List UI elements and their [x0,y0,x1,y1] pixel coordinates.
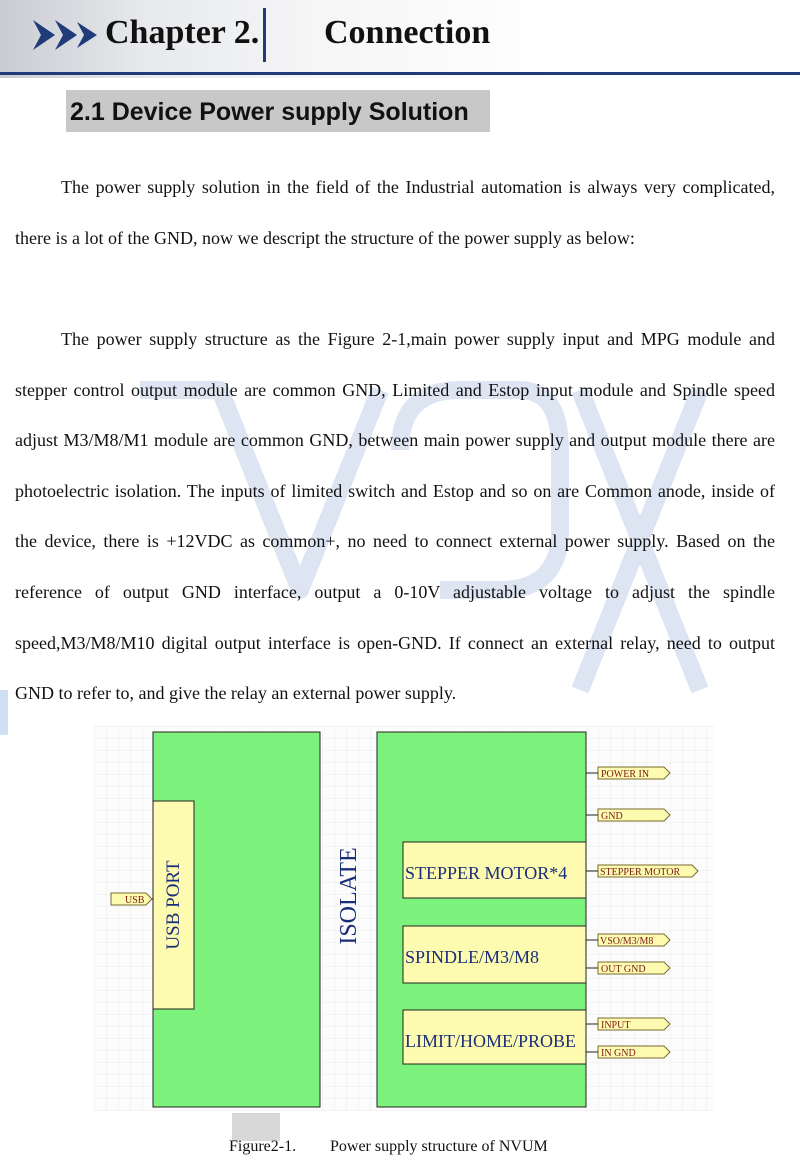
limit-module-label: LIMIT/HOME/PROBE [405,1031,576,1051]
section-heading [66,90,490,132]
header-rule [0,72,800,75]
chapter-title: Connection [324,14,491,51]
caption-marker [232,1113,280,1141]
stepper-motor-label: STEPPER MOTOR [600,867,681,878]
usb-input-label: USB [125,895,145,906]
paragraph-structure: The power supply structure as the Figure 2-1,main power supply input and MPG module and stepper control output module are common GND, Limited and Estop input module and Spindle speed adjust M3/M8/M1 module are common GND, between main power supply and output module there are photoelectric isolation. The inputs of limited switch and Estop and so on are Common anode, inside of the device, there is +12VDC as common+, no need to connect external power supply. Based on the reference of output GND interface, output a 0-10V adjustable voltage to adjust the spindle speed,M3/M8/M10 digital output interface is open-GND. If connect an external relay, need to output GND to refer to, and give the relay an external power supply. [15,329,775,704]
vso-label: VSO/M3/M8 [600,936,654,947]
usb-port-label: USB PORT [163,860,184,950]
chapter-number: Chapter 2. [105,14,260,51]
paragraph-intro: The power supply solution in the field of the Industrial automation is always very complicated, there is a lot of the GND, now we descript the structure of the power supply as below: [15,177,775,248]
in-gnd-label: IN GND [601,1048,636,1059]
stepper-module-label: STEPPER MOTOR*4 [405,863,568,883]
power-in-label: POWER IN [601,769,650,780]
margin-marker [0,690,8,735]
caption-number: Figure2-1. [229,1138,297,1155]
isolate-label: ISOLATE [336,847,362,945]
out-gnd-label: OUT GND [601,964,646,975]
power-supply-diagram [94,726,714,1111]
chapter-header [0,0,800,80]
header-divider [263,8,266,62]
chevron-arrows-icon [33,18,103,52]
section-heading-text: 2.1 Device Power supply Solution [70,98,469,126]
caption-text: Power supply structure of NVUM [330,1138,548,1155]
gnd-label: GND [601,811,623,822]
input-label: INPUT [601,1020,631,1031]
spindle-module-label: SPINDLE/M3/M8 [405,947,540,967]
